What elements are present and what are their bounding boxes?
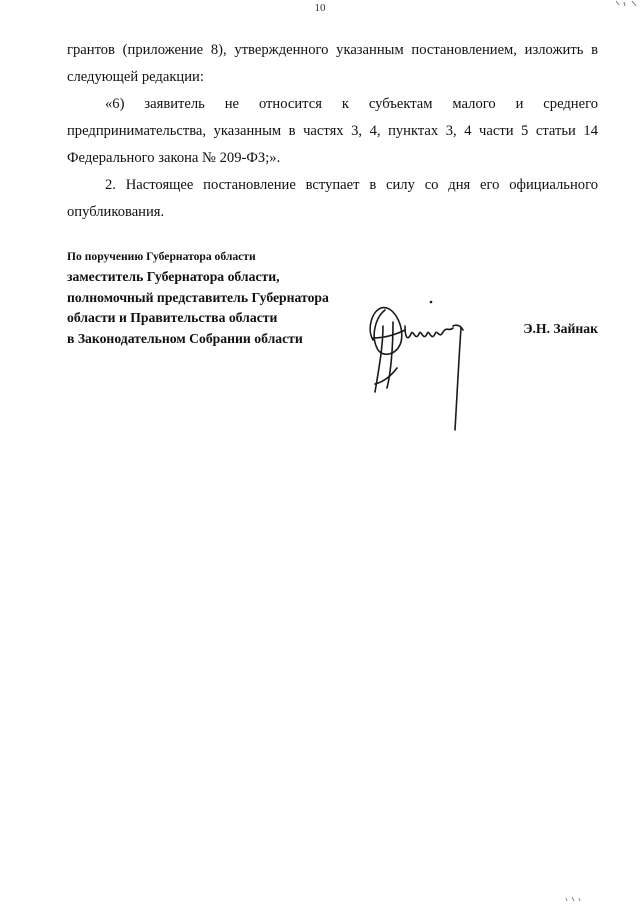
scan-mark-icon — [564, 895, 588, 903]
document-body — [67, 37, 598, 226]
signature-line-assembly: в Законодательном Собрании области — [67, 330, 303, 346]
paragraph-continuation: грантов (приложение 8), утвержденного указанным постановлением, изложить в следующей редакции: — [67, 42, 598, 85]
page-number: 10 — [314, 2, 326, 14]
paragraph-quoted-item: «6) заявитель не относится к субъектам малого и среднего предпринимательства, указанным в частях 3, 4, пунктах 3, 4 части 5 статьи 14 Федерального закона № 209-ФЗ;». — [67, 96, 598, 166]
signature-line-mandate: По поручению Губернатора области — [67, 250, 256, 263]
signature-block — [67, 247, 598, 349]
signature-line-government: области и Правительства области — [67, 310, 278, 325]
signer-name: Э.Н. Зайнак — [523, 321, 598, 336]
handwritten-signature-icon — [353, 296, 473, 436]
scan-mark-icon — [610, 0, 640, 8]
signature-line-position: заместитель Губернатора области, — [67, 269, 280, 284]
paragraph-effective-date: 2. Настоящее постановление вступает в силу со дня его официального опубликования. — [67, 177, 598, 220]
signature-line-representative: полномочный представитель Губернатора — [67, 289, 329, 305]
